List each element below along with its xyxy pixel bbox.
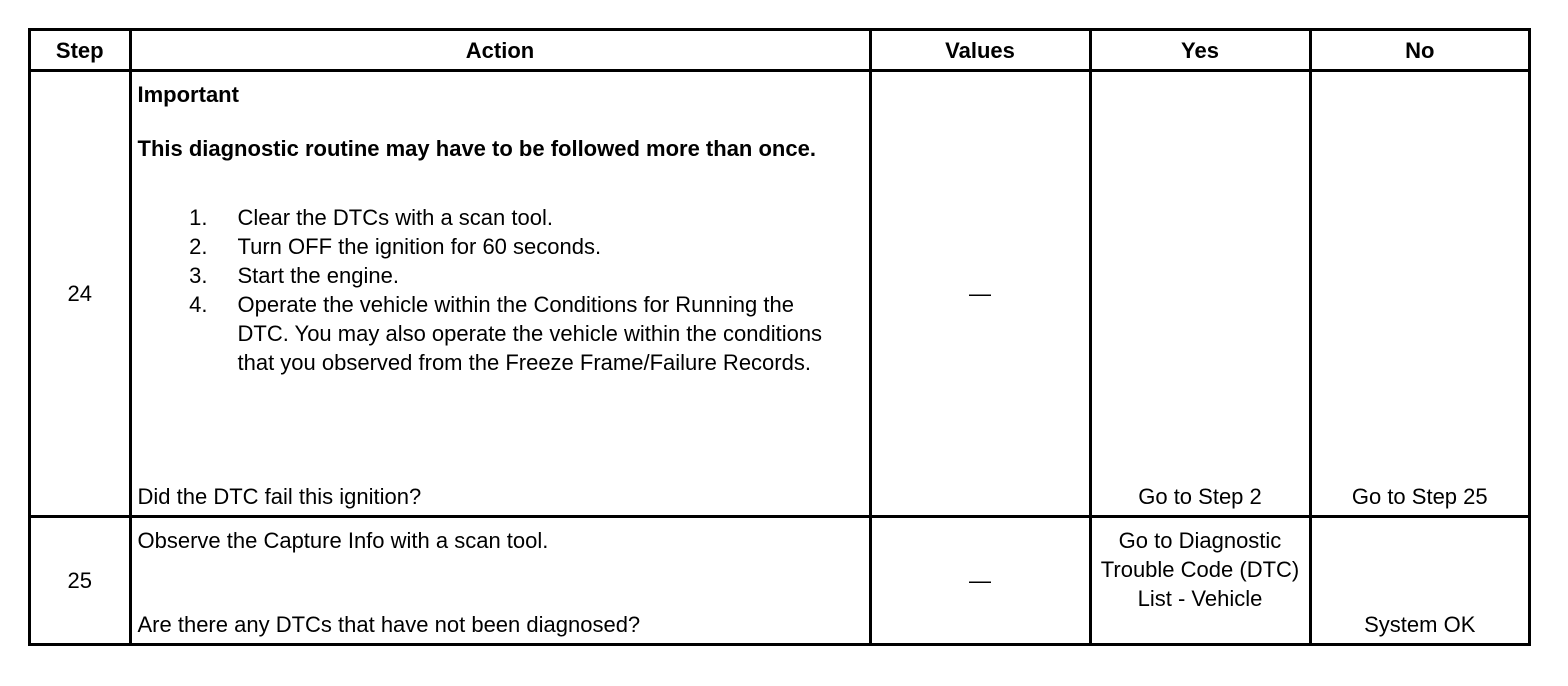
list-item bbox=[138, 203, 863, 232]
no-action-link[interactable]: System OK bbox=[1310, 517, 1528, 643]
no-action-link[interactable]: Go to Step 25 bbox=[1310, 71, 1528, 517]
instruction-text: Observe the Capture Info with a scan tool. bbox=[137, 528, 549, 554]
list-item-number: 2. bbox=[189, 234, 208, 259]
header-row bbox=[31, 31, 1528, 71]
list-item-number: 3. bbox=[189, 263, 208, 288]
list-item-text: Start the engine. bbox=[237, 263, 399, 288]
list-item bbox=[138, 290, 863, 377]
important-label: Important bbox=[137, 82, 239, 107]
table-row-step-24 bbox=[31, 71, 1528, 517]
header-no: No bbox=[1310, 31, 1528, 71]
diagnostic-question: Did the DTC fail this ignition? bbox=[137, 484, 422, 510]
diagnostic-question: Are there any DTCs that have not been diagnosed? bbox=[137, 612, 641, 637]
diagnostic-table bbox=[31, 31, 1528, 643]
yes-action-link[interactable]: Go to Step 2 bbox=[1090, 71, 1310, 517]
header-yes: Yes bbox=[1090, 31, 1310, 71]
header-action: Action bbox=[130, 31, 870, 71]
yes-action-link[interactable]: Go to Diagnostic Trouble Code (DTC) List - Vehicle bbox=[1090, 517, 1310, 643]
action-body bbox=[138, 76, 863, 377]
step-number: 24 bbox=[31, 71, 130, 517]
list-item-text: Clear the DTCs with a scan tool. bbox=[237, 205, 553, 230]
header-step: Step bbox=[31, 31, 130, 71]
header-values: Values bbox=[870, 31, 1090, 71]
list-item-number: 1. bbox=[189, 205, 208, 230]
action-cell bbox=[130, 517, 870, 643]
table-row-step-25 bbox=[31, 517, 1528, 643]
procedure-list bbox=[138, 203, 863, 377]
list-item-number: 4. bbox=[189, 292, 208, 317]
step-number: 25 bbox=[31, 517, 130, 643]
action-content bbox=[138, 522, 863, 639]
list-item bbox=[138, 261, 863, 290]
list-item-text: Turn OFF the ignition for 60 seconds. bbox=[237, 234, 602, 259]
list-item-text: Operate the vehicle within the Conditions for Running the DTC. You may also operate the vehicle within the conditions that you observed from the Freeze Frame/Failure Records. bbox=[237, 292, 823, 375]
list-item bbox=[138, 232, 863, 261]
action-cell bbox=[130, 71, 870, 517]
diagnostic-table-container bbox=[28, 28, 1531, 646]
important-warning-text: This diagnostic routine may have to be followed more than once. bbox=[137, 136, 816, 161]
values-cell: — bbox=[870, 517, 1090, 643]
values-cell: — bbox=[870, 71, 1090, 517]
action-content bbox=[138, 76, 863, 511]
